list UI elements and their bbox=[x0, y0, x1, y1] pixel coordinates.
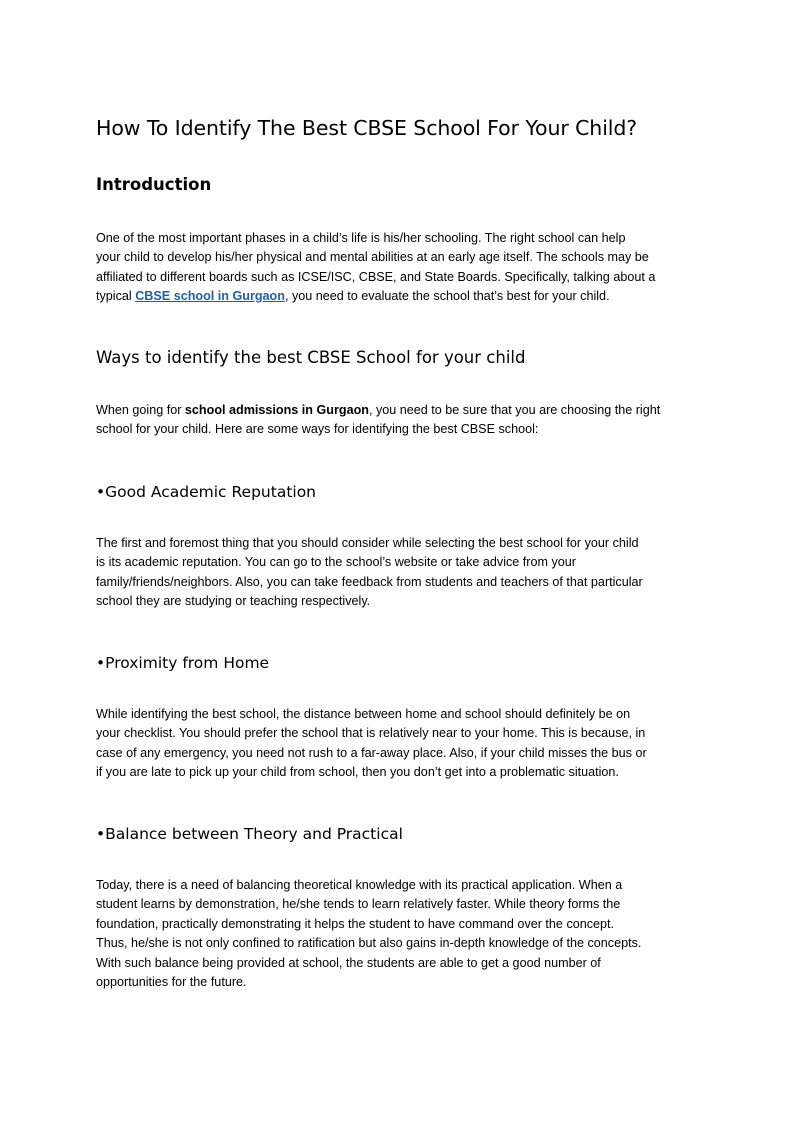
text-line: if you are late to pick up your child from school, then you don’t get into a problematic situation. bbox=[96, 765, 619, 780]
page-title: How To Identify The Best CBSE School For Your Child? bbox=[96, 116, 638, 140]
text-segment: When going for bbox=[96, 403, 185, 417]
text-line: While identifying the best school, the distance between home and school should definitely be on bbox=[96, 707, 631, 721]
text-segment: typical bbox=[96, 289, 136, 304]
text-line: opportunities for the future. bbox=[96, 975, 247, 990]
introduction-paragraph bbox=[96, 229, 702, 307]
text-line: Thus, he/she is not only confined to ratification but also gains in-depth knowledge of the concepts. bbox=[96, 936, 642, 951]
text-line: One of the most important phases in a child’s life is his/her schooling. The right school can help bbox=[96, 231, 626, 245]
cbse-school-gurgaon-link[interactable]: CBSE school in Gurgaon bbox=[135, 289, 285, 304]
text-line: your checklist. You should prefer the school that is relatively near to your home. This is because, in bbox=[96, 726, 646, 741]
text-line: foundation, practically demonstrating it helps the student to have command over the concept. bbox=[96, 916, 615, 931]
ways-heading: Ways to identify the best CBSE School for your child bbox=[96, 348, 526, 367]
text-line: student learns by demonstration, he/she tends to learn relatively faster. While theory forms the bbox=[96, 897, 621, 912]
section-paragraph-theory-practical bbox=[96, 876, 702, 992]
school-admissions-bold: school admissions in Gurgaon bbox=[184, 403, 369, 417]
text-line: is its academic reputation. You can go to the school’s website or take advice from your bbox=[96, 555, 576, 570]
section-paragraph-academic-reputation bbox=[96, 534, 702, 612]
text-line bbox=[96, 287, 702, 306]
text-line: case of any emergency, you need not rush to a far-away place. Also, if your child misses the bus or bbox=[96, 745, 647, 760]
text-line: family/friends/neighbors. Also, you can take feedback from students and teachers of that particular bbox=[96, 574, 643, 589]
text-line: school they are studying or teaching respectively. bbox=[96, 594, 371, 609]
section-heading-academic-reputation: •Good Academic Reputation bbox=[96, 483, 317, 501]
text-line bbox=[96, 401, 702, 420]
text-line: The first and foremost thing that you should consider while selecting the best school for your child bbox=[96, 536, 639, 550]
section-heading-proximity: •Proximity from Home bbox=[96, 654, 270, 672]
section-paragraph-proximity bbox=[96, 705, 702, 783]
text-line: school for your child. Here are some ways for identifying the best CBSE school: bbox=[96, 422, 539, 437]
text-line: affiliated to different boards such as ICSE/ISC, CBSE, and State Boards. Specifically, talking about a bbox=[96, 269, 656, 284]
section-heading-theory-practical: •Balance between Theory and Practical bbox=[96, 825, 403, 843]
text-line: Today, there is a need of balancing theoretical knowledge with its practical application. When a bbox=[96, 878, 623, 892]
ways-paragraph bbox=[96, 401, 702, 440]
introduction-heading: Introduction bbox=[96, 175, 212, 194]
text-line: With such balance being provided at school, the students are able to get a good number of bbox=[96, 955, 601, 970]
text-segment: , you need to evaluate the school that’s best for your child. bbox=[284, 289, 610, 304]
text-segment: , you need to be sure that you are choosing the right bbox=[368, 403, 661, 417]
text-line: your child to develop his/her physical and mental abilities at an early age itself. The schools may be bbox=[96, 250, 649, 265]
